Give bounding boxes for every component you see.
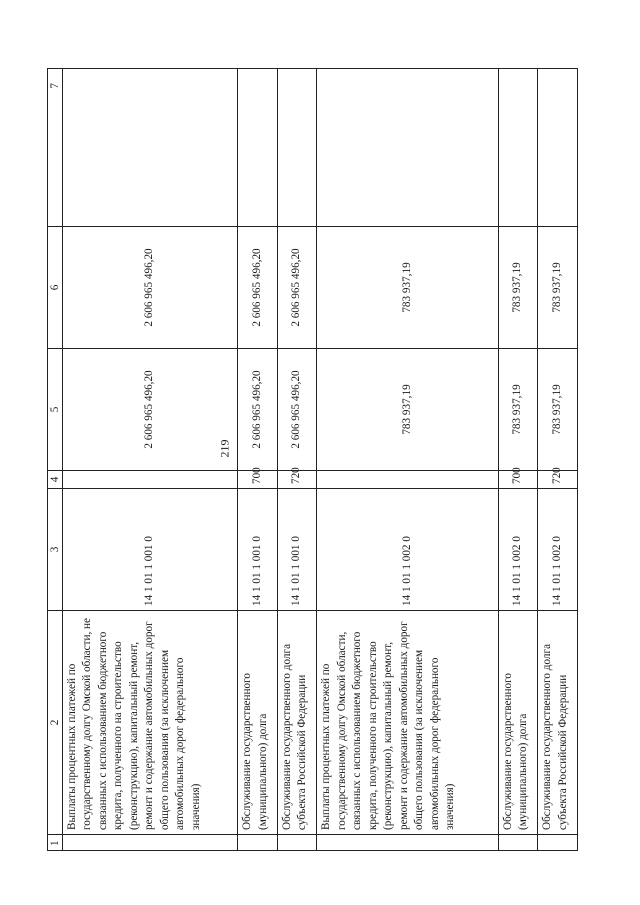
amount-col6-cell: 2 606 965 496,20 xyxy=(277,227,317,349)
target-code-cell: 14 1 01 1 001 0 xyxy=(277,489,317,611)
header-col-5: 5 xyxy=(48,349,63,471)
description-cell: Обслуживание государственного долга субъекта Российской Федерации xyxy=(538,611,578,835)
amount-col5-cell: 2 606 965 496,20 xyxy=(277,349,317,471)
row-index-cell xyxy=(498,835,538,851)
row-index-cell xyxy=(317,835,498,851)
target-code-cell: 14 1 01 1 002 0 xyxy=(498,489,538,611)
amount-col5-cell: 2 606 965 496,20 xyxy=(63,349,238,471)
expense-type-cell: 700 xyxy=(238,471,278,489)
row-index-cell xyxy=(277,835,317,851)
target-code-cell: 14 1 01 1 001 0 xyxy=(63,489,238,611)
header-col-1: 1 xyxy=(48,835,63,851)
amount-col7-cell xyxy=(498,69,538,227)
row-index-cell xyxy=(238,835,278,851)
amount-col6-cell: 783 937,19 xyxy=(317,227,498,349)
row-index-cell xyxy=(63,835,238,851)
table-row xyxy=(63,69,238,851)
target-code-cell: 14 1 01 1 002 0 xyxy=(538,489,578,611)
amount-col5-cell: 783 937,19 xyxy=(317,349,498,471)
amount-col7-cell xyxy=(317,69,498,227)
header-row xyxy=(48,69,63,851)
expense-type-cell: 720 xyxy=(538,471,578,489)
amount-col6-cell: 783 937,19 xyxy=(498,227,538,349)
amount-col7-cell xyxy=(538,69,578,227)
expense-type-cell xyxy=(63,471,238,489)
budget-table xyxy=(47,68,578,851)
amount-col7-cell xyxy=(63,69,238,227)
header-col-4: 4 xyxy=(48,471,63,489)
table-row xyxy=(317,69,498,851)
amount-col6-cell: 2 606 965 496,20 xyxy=(63,227,238,349)
target-code-cell: 14 1 01 1 002 0 xyxy=(317,489,498,611)
row-index-cell xyxy=(538,835,578,851)
amount-col5-cell: 783 937,19 xyxy=(538,349,578,471)
description-cell: Выплаты процентных платежей по государственному долгу Омской области, связанных с использованием бюджетного кредита, полученного на строительство (реконструкцию), капитальный ремонт, ремонт и содержание автомобильных дорог общего пользования (за исключением автомобильных дорог федерального значения) xyxy=(317,611,498,835)
header-col-2: 2 xyxy=(48,611,63,835)
description-cell: Обслуживание государственного долга субъекта Российской Федерации xyxy=(277,611,317,835)
description-cell: Выплаты процентных платежей по государственному долгу Омской области, не связанных с использованием бюджетного кредита, полученного на строительство (реконструкцию), капитальный ремонт, ремонт и содержание автомобильных дорог общего пользования (за исключением автомобильных дорог федерального значения) xyxy=(63,611,238,835)
table-row xyxy=(498,69,538,851)
amount-col5-cell: 783 937,19 xyxy=(498,349,538,471)
description-cell: Обслуживание государственного (муниципального) долга xyxy=(498,611,538,835)
target-code-cell: 14 1 01 1 001 0 xyxy=(238,489,278,611)
rotated-page xyxy=(47,69,578,851)
header-col-7: 7 xyxy=(48,69,63,227)
page-number: 219 xyxy=(217,439,232,458)
header-col-3: 3 xyxy=(48,489,63,611)
expense-type-cell xyxy=(317,471,498,489)
table-row xyxy=(238,69,278,851)
expense-type-cell: 700 xyxy=(498,471,538,489)
amount-col6-cell: 2 606 965 496,20 xyxy=(238,227,278,349)
amount-col7-cell xyxy=(238,69,278,227)
amount-col7-cell xyxy=(277,69,317,227)
amount-col6-cell: 783 937,19 xyxy=(538,227,578,349)
amount-col5-cell: 2 606 965 496,20 xyxy=(238,349,278,471)
table-row xyxy=(538,69,578,851)
table-row xyxy=(277,69,317,851)
header-col-6: 6 xyxy=(48,227,63,349)
description-cell: Обслуживание государственного (муниципального) долга xyxy=(238,611,278,835)
expense-type-cell: 720 xyxy=(277,471,317,489)
